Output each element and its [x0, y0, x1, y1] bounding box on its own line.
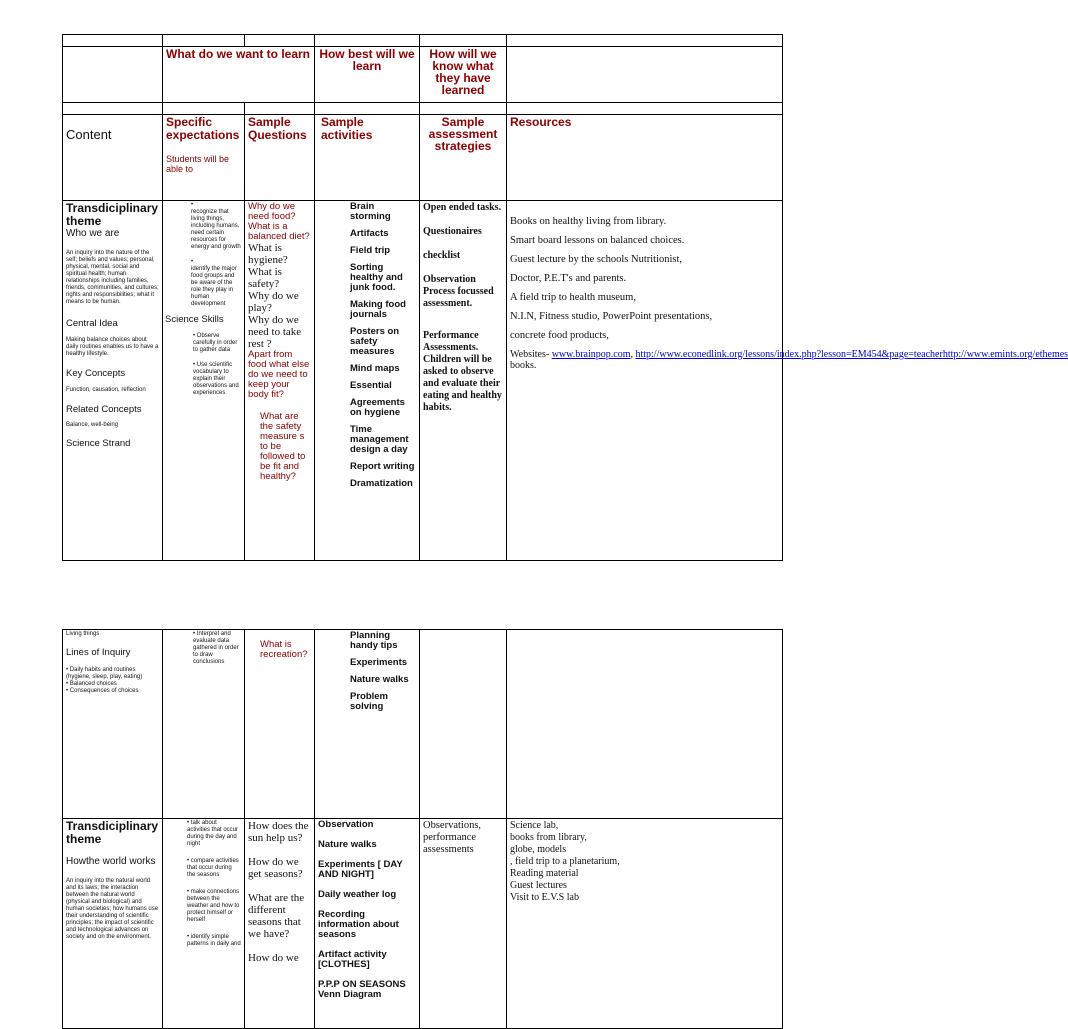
theme2-row: [63, 819, 783, 1029]
resource-item: , field trip to a planetarium,: [510, 856, 620, 867]
assessment-item: Observation Process focussed assessment.: [423, 274, 494, 309]
question-item: How do we: [248, 952, 299, 964]
theme1-title: Transdiciplinary theme: [66, 201, 159, 228]
question-item: How do we get seasons?: [248, 856, 303, 880]
activity-item: Planning handy tips: [350, 630, 398, 651]
theme2-subtitle: Howthe world works: [66, 856, 156, 867]
related-concepts-text: Balance, well-being: [66, 422, 119, 428]
expectation-item: • recognize that living things, including humans, need certain resources for energy and growth: [191, 202, 241, 250]
expectation-item: • compare activities that occur during the seasons: [187, 858, 239, 878]
activity-item: Problem solving: [350, 691, 389, 712]
question-item: Why do we need food?: [248, 201, 296, 222]
skill-item: • Use scientific vocabulary to explain their observations and experiences: [193, 362, 239, 396]
theme1-subtitle: Who we are: [66, 228, 120, 239]
header-how: How best will we learn: [315, 47, 420, 103]
science-strand-label: Science Strand: [66, 438, 131, 449]
science-strand-text: Living things: [66, 631, 100, 637]
activity-item: Report writing: [350, 461, 415, 472]
question-item: Why do we need to take rest ?: [248, 314, 302, 350]
activity-item: Experiments: [350, 657, 408, 668]
planner-table: [62, 34, 1068, 561]
header-want: What do we want to learn: [163, 47, 315, 103]
activity-item: Experiments [ DAY AND NIGHT]: [318, 859, 403, 880]
inquiry-line: • Daily habits and routines (hygiene, sleep, play, eating): [66, 667, 143, 680]
question-item: How does the sun help us?: [248, 820, 309, 844]
question-item: What is recreation?: [260, 639, 308, 660]
resource-item: Guest lectures: [510, 880, 567, 891]
assessment-strategies-label: Sample assessment strategies: [420, 115, 507, 201]
skill-item: • Interpret and evaluate data gathered in order to draw conclusions: [193, 631, 239, 665]
activity-item: Nature walks: [318, 839, 377, 850]
expectation-item: • talk about activities that occur during the day and night: [187, 820, 239, 847]
activity-item: Posters on safety measures: [350, 326, 400, 357]
activity-item: Recording information about seasons: [318, 909, 399, 940]
central-idea-text: Making balance choices about daily routines enables us to have a healthy lifestyle.: [66, 337, 159, 357]
specific-expectations-label: Specific expectations: [166, 115, 240, 142]
question-item: What is hygiene?: [248, 242, 288, 266]
question-item: Apart from food what else do we need to keep your body fit?: [248, 349, 310, 400]
resource-item: Smart board lessons on balanced choices.: [510, 235, 685, 246]
blank-row: [63, 35, 783, 47]
assessment-item: Questionaires: [423, 226, 482, 237]
theme1-description: An inquiry into the nature of the self; beliefs and values; personal, physical, mental, social and spiritual health; human relationships including families, friends, communities, and cultures; rights and responsibilities; what it means to be human.: [66, 250, 159, 305]
assessment-item: Observations, performance assessments: [423, 820, 482, 855]
resources-end: books.: [510, 360, 537, 371]
resource-item: Reading material: [510, 868, 579, 879]
question-item: Why do we play?: [248, 290, 299, 314]
resource-item: Science lab,: [510, 820, 559, 831]
activity-item: Time management design a day: [350, 424, 409, 455]
header-know: How will we know what they have learned: [420, 47, 507, 103]
activity-item: Artifact activity [CLOTHES]: [318, 949, 387, 970]
activity-item: Artifacts: [350, 228, 389, 239]
resource-item: Guest lecture by the schools Nutritionist,: [510, 254, 683, 265]
websites-line: Websites- www.brainpop.com, http://www.econedlink.org/lessons/index.php?lesson=EM454&page=teacherhttp://www.emints.org/ethemes: [510, 349, 1068, 360]
students-note: Students will be able to: [166, 154, 230, 174]
question-item: What are the safety measure s to be followed to be fit and healthy?: [260, 411, 306, 482]
resource-item: books from library,: [510, 832, 587, 843]
sample-activities-label: Sample activities: [315, 115, 420, 201]
expectation-item: • identify simple patterns in daily and: [187, 934, 241, 947]
resource-item: globe, models: [510, 844, 567, 855]
inquiry-line: • Balanced choices: [66, 681, 117, 687]
resource-item: concrete food products,: [510, 330, 609, 341]
resources-label: Resources: [507, 115, 783, 201]
key-concepts-text: Function, causation, reflection: [66, 387, 146, 393]
resource-item: A field trip to health museum,: [510, 292, 636, 303]
activity-item: Brain storming: [350, 201, 391, 222]
activity-item: Sorting healthy and junk food.: [350, 262, 403, 293]
assessment-item: checklist: [423, 250, 461, 261]
resource-item: Doctor, P.E.T's and parents.: [510, 273, 627, 284]
activity-item: Venn Diagram: [318, 989, 382, 1000]
key-concepts-label: Key Concepts: [66, 368, 126, 379]
resource-item: N.I.N, Fitness studio, PowerPoint presentations,: [510, 311, 713, 322]
activity-item: Making food journals: [350, 299, 406, 320]
emints-link[interactable]: http://www.emints.org/ethemes: [942, 349, 1068, 360]
brainpop-link[interactable]: www.brainpop.com: [551, 349, 631, 360]
header-row: [63, 47, 783, 103]
theme1-row: [63, 201, 783, 561]
lines-of-inquiry-label: Lines of Inquiry: [66, 647, 131, 658]
theme2-description: An inquiry into the natural world and its laws; the interaction between the natural world (physical and biological) and human societies; how humans use their understanding of scientific principles; the impact of scientific and technological advances on society and on the environment.: [66, 878, 159, 940]
planner-table-part-2: [62, 629, 768, 1024]
planner-table-continued: [62, 629, 783, 1029]
question-item: What is safety?: [248, 266, 282, 290]
expectation-item: • identify the major food groups and be aware of the role they play in human development: [191, 259, 237, 307]
activity-item: Daily weather log: [318, 889, 397, 900]
sample-questions-label: Sample Questions: [245, 115, 315, 201]
expectation-item: • make connections between the weather and how to protect himself or herself: [187, 889, 240, 923]
blank-row: [63, 103, 783, 115]
theme1-continued-row: [63, 630, 783, 819]
activity-item: Essential: [350, 380, 392, 391]
resource-item: Visit to E.V.S lab: [510, 892, 579, 903]
question-item: What are the different seasons that we have?: [248, 892, 305, 940]
activity-item: Mind maps: [350, 363, 400, 374]
assessment-item: Performance Assessments. Children will be asked to observe and evaluate their eating and healthy habits.: [423, 330, 502, 413]
related-concepts-label: Related Concepts: [66, 404, 142, 415]
subheader-row: [63, 115, 783, 201]
inquiry-line: • Consequences of choices: [66, 688, 139, 694]
central-idea-label: Central Idea: [66, 318, 118, 329]
theme2-title: Transdiciplinary theme: [66, 819, 159, 846]
resource-item: Books on healthy living from library.: [510, 216, 667, 227]
content-label: Content: [63, 115, 163, 201]
assessment-item: Open ended tasks.: [423, 202, 502, 213]
skill-item: • Observe carefully in order to gather data: [193, 333, 238, 353]
activity-item: Agreements on hygiene: [350, 397, 405, 418]
science-skills-label: Science Skills: [165, 314, 224, 325]
question-item: What is a balanced diet?: [248, 221, 310, 242]
activity-item: Field trip: [350, 245, 391, 256]
activity-item: Dramatization: [350, 478, 413, 489]
activity-item: Observation: [318, 819, 374, 830]
econedlink-link[interactable]: http://www.econedlink.org/lessons/index.php?lesson=EM454&page=teacher: [635, 349, 943, 360]
activity-item: Nature walks: [350, 674, 409, 685]
activity-item: P.P.P ON SEASONS: [318, 979, 406, 990]
planner-table-part-1: [62, 34, 1068, 568]
